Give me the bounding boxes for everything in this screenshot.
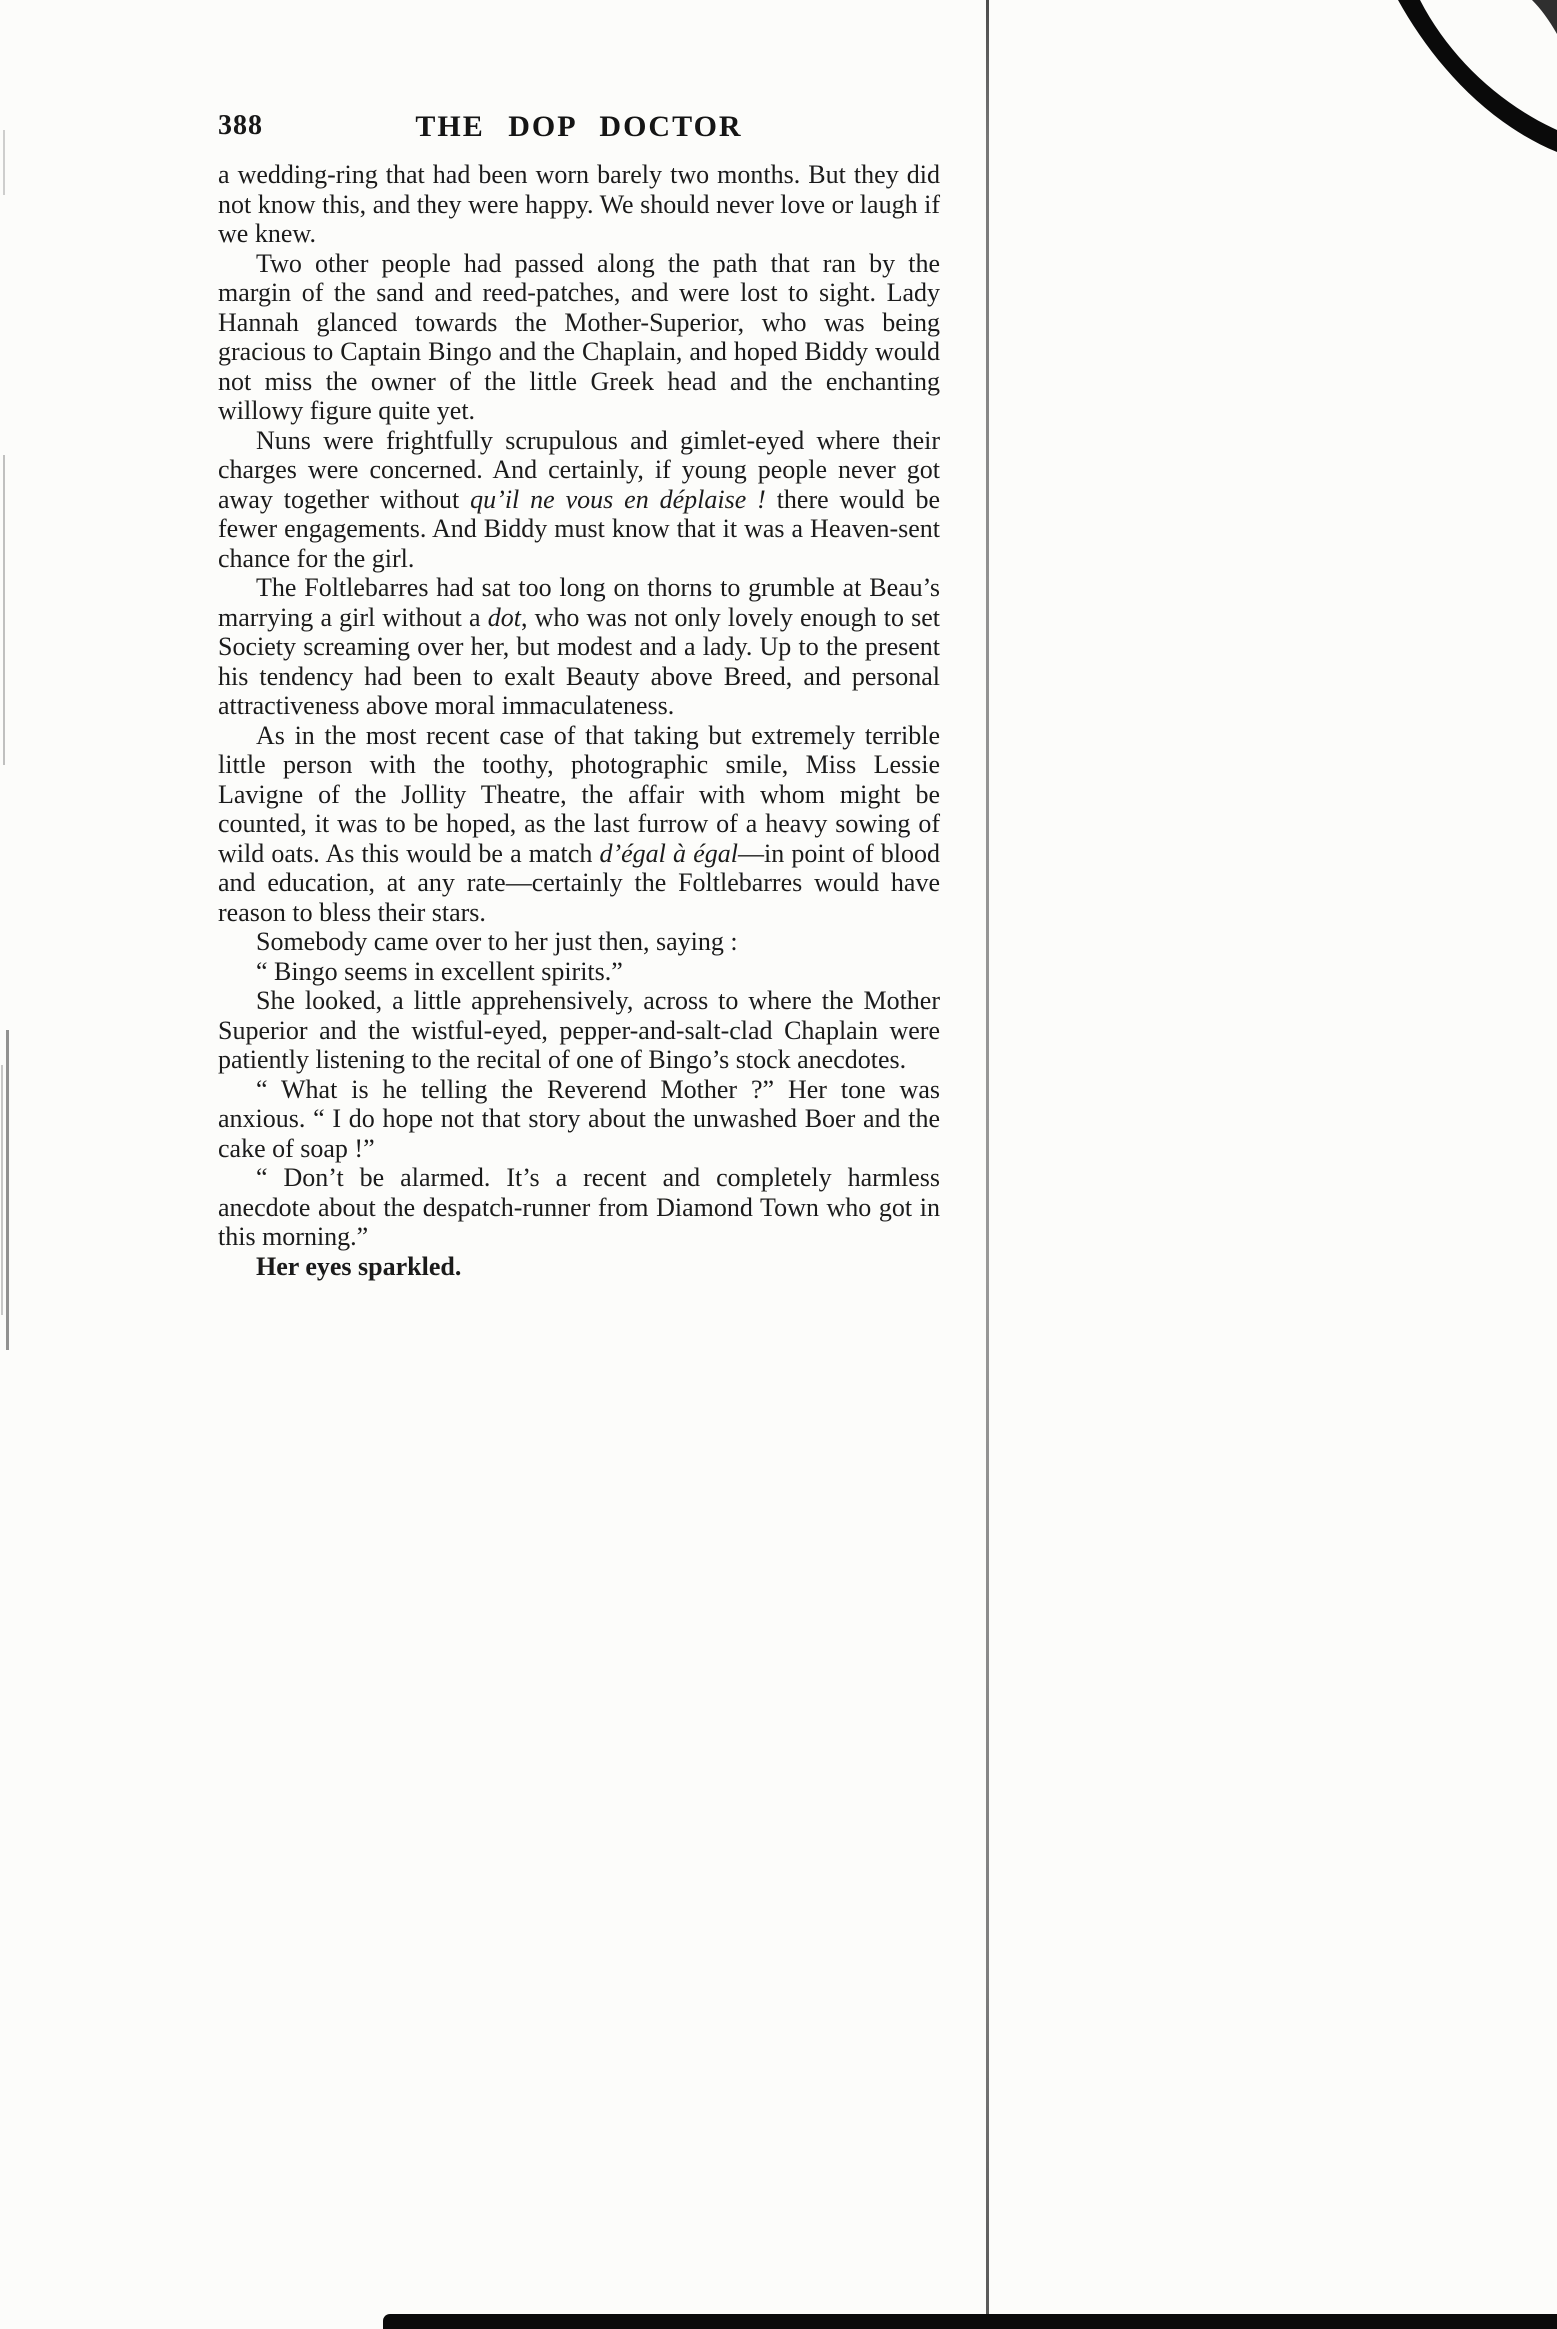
text-run: The Foltlebarres had sat too long on thorns to grumble at Beau’s marrying a girl without a (218, 573, 940, 632)
page-curl-artifact (1382, 0, 1557, 160)
paragraph (218, 573, 940, 721)
scan-bottom-bar-artifact (383, 2314, 1557, 2329)
paragraph (218, 957, 940, 987)
left-edge-scratch (3, 455, 5, 765)
left-edge-scratch (3, 130, 5, 195)
italic-phrase: qu’il ne vous en déplaise ! (470, 484, 766, 514)
running-head: THE DOP DOCTOR (415, 110, 743, 143)
text-run: there would be fewer engagements. And Biddy must know that it was a Heaven-sent chance for the girl. (218, 484, 940, 573)
paragraph (218, 986, 940, 1075)
paragraph (218, 1252, 940, 1282)
text-run: Her eyes sparkled. (256, 1251, 462, 1281)
text-run: a wedding-ring that had been worn barely two months. But they did not know this, and they were happy. We should never love or laugh if we knew. (218, 160, 940, 248)
paragraph (218, 1075, 940, 1164)
italic-phrase: dot (487, 602, 521, 632)
paragraph (218, 1163, 940, 1252)
paragraph (218, 426, 940, 574)
text-run: Somebody came over to her just then, saying : (256, 927, 738, 956)
page-edge-line-artifact (986, 0, 989, 2315)
text-run: , who was not only lovely enough to set Society screaming over her, but modest and a lady. Up to the present his tendency had been to exalt Beauty above Breed, and personal attractiveness above moral immaculateness. (218, 602, 940, 720)
left-edge-scratch (1, 1065, 3, 1315)
page-number: 388 (218, 110, 263, 141)
left-edge-scratch (6, 1030, 9, 1350)
paragraph (218, 160, 940, 249)
italic-phrase: d’égal à égal (599, 838, 738, 868)
text-block (218, 160, 940, 1281)
paragraph (218, 927, 940, 957)
text-run: “ Bingo seems in excellent spirits.” (256, 956, 623, 986)
text-run: “ What is he telling the Reverend Mother ?” Her tone was anxious. “ I do hope not that story about the unwashed Boer and the cake of soap !” (218, 1074, 940, 1163)
text-run: Two other people had passed along the path that ran by the margin of the sand and reed-patches, and were lost to sight. Lady Hannah glanced towards the Mother-Superior, who was being gracious to Captain Bingo and the Chaplain, and hoped Biddy would not miss the owner of the little Greek head and the enchanting willowy figure quite yet. (218, 248, 940, 425)
text-run: She looked, a little apprehensively, across to where the Mother Superior and the wistful-eyed, pepper-and-salt-clad Chaplain were patiently listening to the recital of one of Bingo’s stock anecdotes. (218, 986, 940, 1074)
text-run: “ Don’t be alarmed. It’s a recent and completely harmless anecdote about the despatch-runner from Diamond Town who got in this morning.” (218, 1163, 940, 1251)
page-header (218, 110, 940, 150)
text-run: Nuns were frightfully scrupulous and gimlet-eyed where their charges were concerned. And certainly, if young people never got away together without (218, 425, 940, 514)
text-run: As in the most recent case of that taking but extremely terrible little person with the toothy, photographic smile, Miss Lessie Lavigne of the Jollity Theatre, the affair with whom might be counted, it was to be hoped, as the last furrow of a heavy sowing of wild oats. As this would be a match (218, 720, 940, 868)
paragraph (218, 249, 940, 426)
text-run: —in point of blood and education, at any rate—certainly the Foltlebarres would have reason to bless their stars. (218, 838, 940, 927)
paragraph (218, 721, 940, 928)
